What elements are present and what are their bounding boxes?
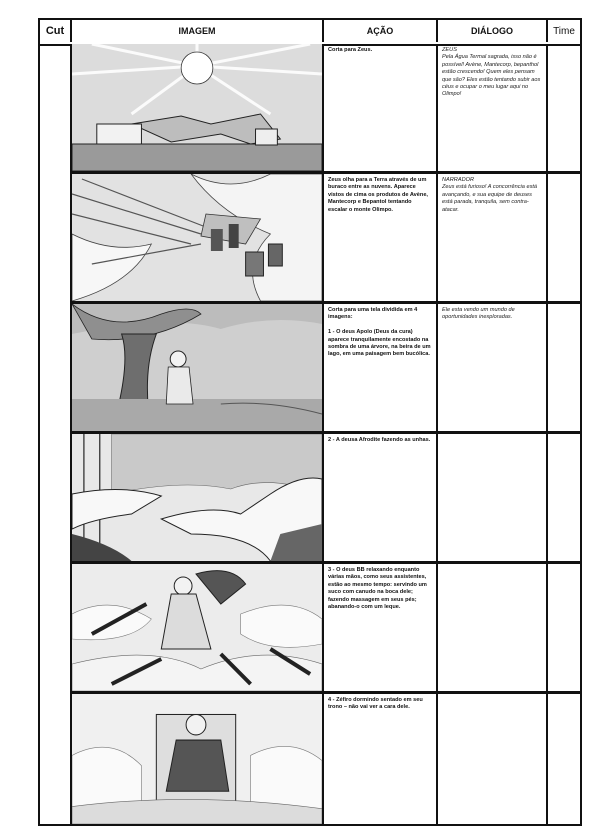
panel-image-apolo bbox=[72, 304, 324, 434]
table-header bbox=[40, 20, 580, 46]
action-text: 3 - O deus BB relaxando enquanto várias mãos, como seus assistentes, estão ao mesmo tempo: servindo um suco com canudo na boca dele; fazendo massagem em seus pés; abanando-o com um leque. bbox=[324, 564, 438, 694]
dialogue-speaker: NARRADOR bbox=[442, 177, 475, 183]
cut-cell bbox=[40, 694, 72, 824]
time-cell bbox=[548, 304, 580, 434]
cut-cell bbox=[40, 564, 72, 694]
dialogue-line: Ele esta vendo um mundo de oportunidades inexploradas. bbox=[442, 307, 515, 321]
header-cut: Cut bbox=[40, 20, 72, 42]
dialogue-cell bbox=[438, 564, 548, 694]
time-cell bbox=[548, 564, 580, 694]
time-cell bbox=[548, 434, 580, 564]
panel-image-afrodite bbox=[72, 434, 324, 564]
panel-image-zeus bbox=[72, 44, 324, 174]
storyboard-sheet bbox=[38, 18, 582, 826]
action-text: 2 - A deusa Afrodite fazendo as unhas. bbox=[324, 434, 438, 564]
table-row bbox=[40, 694, 580, 824]
table-row bbox=[40, 564, 580, 694]
dialogue-cell bbox=[438, 304, 548, 434]
panel-image-zefiro bbox=[72, 694, 324, 824]
cut-cell bbox=[40, 44, 72, 174]
panel-image-earth-view bbox=[72, 174, 324, 304]
dialogue-speaker: ZEUS bbox=[442, 47, 457, 53]
dialogue-cell bbox=[438, 174, 548, 304]
header-imagem: IMAGEM bbox=[72, 20, 324, 42]
action-text: Zeus olha para a Terra através de um buraco entre as nuvens. Aparece vistos de cima os produtos de Avène, Mantecorp e Bepantol tentando escalar o monte Olimpo. bbox=[324, 174, 438, 304]
header-dialogo: DIÁLOGO bbox=[438, 20, 548, 42]
action-text: Corta para Zeus. bbox=[324, 44, 438, 174]
cut-cell bbox=[40, 304, 72, 434]
table-row bbox=[40, 434, 580, 564]
table-row bbox=[40, 174, 580, 304]
cut-cell bbox=[40, 434, 72, 564]
time-cell bbox=[548, 694, 580, 824]
dialogue-cell bbox=[438, 44, 548, 174]
action-text: 4 - Zéfiro dormindo sentado em seu trono – não vai ver a cara dele. bbox=[324, 694, 438, 824]
table-row bbox=[40, 44, 580, 174]
cut-cell bbox=[40, 174, 72, 304]
time-cell bbox=[548, 174, 580, 304]
dialogue-cell bbox=[438, 434, 548, 564]
header-acao: AÇÃO bbox=[324, 20, 438, 42]
dialogue-cell bbox=[438, 694, 548, 824]
action-text: Corta para uma tela dividida em 4 imagens: 1 - O deus Apolo (Deus da cura) aparece tranquilamente encostado na sombra de uma árvore, na beira de um lago, em uma paisagem bem bucólica. bbox=[324, 304, 438, 434]
time-cell bbox=[548, 44, 580, 174]
dialogue-line: Zeus está furioso! A concorrência está avançando, e sua equipe de deuses está parada, tranquila, sem contra-atacar. bbox=[442, 184, 538, 213]
dialogue-line: Pela Água Termal sagrada, isso não é possível! Avène, Mantecorp, bepanthol estão crescendo! Quem eles pensam que são? Eles estão tentando subir aos céus e ocupar o meu lugar aqui no Olimpo! bbox=[442, 54, 541, 98]
panel-image-bb bbox=[72, 564, 324, 694]
table-row bbox=[40, 304, 580, 434]
header-time: Time bbox=[553, 25, 575, 37]
